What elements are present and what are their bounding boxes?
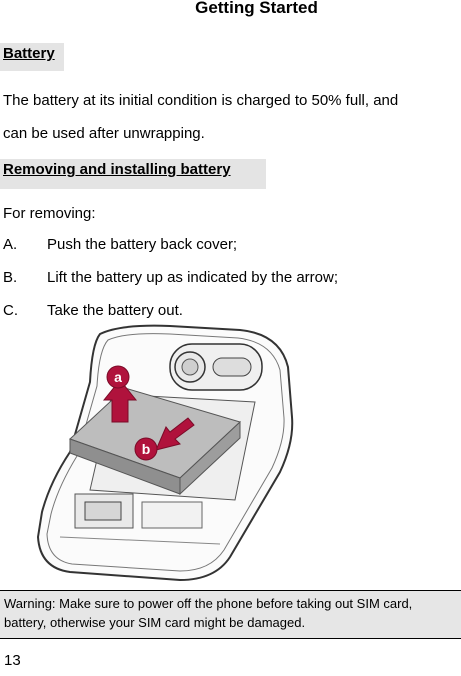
step-b-letter: B. (3, 269, 18, 286)
warning-box (0, 590, 461, 639)
memory-slot (142, 502, 202, 528)
step-a (3, 236, 443, 256)
marker-b-label: b (141, 441, 151, 457)
flash (213, 358, 251, 376)
step-c-letter: C. (3, 302, 18, 319)
page-number: 13 (4, 652, 21, 669)
step-a-letter: A. (3, 236, 18, 253)
marker-a-label: a (114, 369, 122, 385)
page-title: Getting Started (195, 0, 318, 17)
phone-battery-illustration (30, 322, 300, 586)
step-a-text: Push the battery back cover; (47, 236, 238, 253)
section-heading-battery: Battery (0, 43, 64, 71)
sim-card (85, 502, 121, 520)
battery-paragraph-line-2: can be used after unwrapping. (3, 125, 205, 142)
camera-lens-inner (182, 359, 198, 375)
removing-intro: For removing: (3, 205, 96, 222)
battery-paragraph-line-1: The battery at its initial condition is charged to 50% full, and (3, 92, 399, 109)
step-b (3, 269, 443, 289)
step-c-text: Take the battery out. (47, 302, 183, 319)
step-c (3, 302, 443, 322)
section-heading-remove-install: Removing and installing battery (0, 159, 266, 189)
warning-line-2: battery, otherwise your SIM card might be damaged. (4, 615, 306, 630)
step-b-text: Lift the battery up as indicated by the arrow; (47, 269, 338, 286)
warning-line-1: Warning: Make sure to power off the phone before taking out SIM card, (4, 596, 413, 611)
